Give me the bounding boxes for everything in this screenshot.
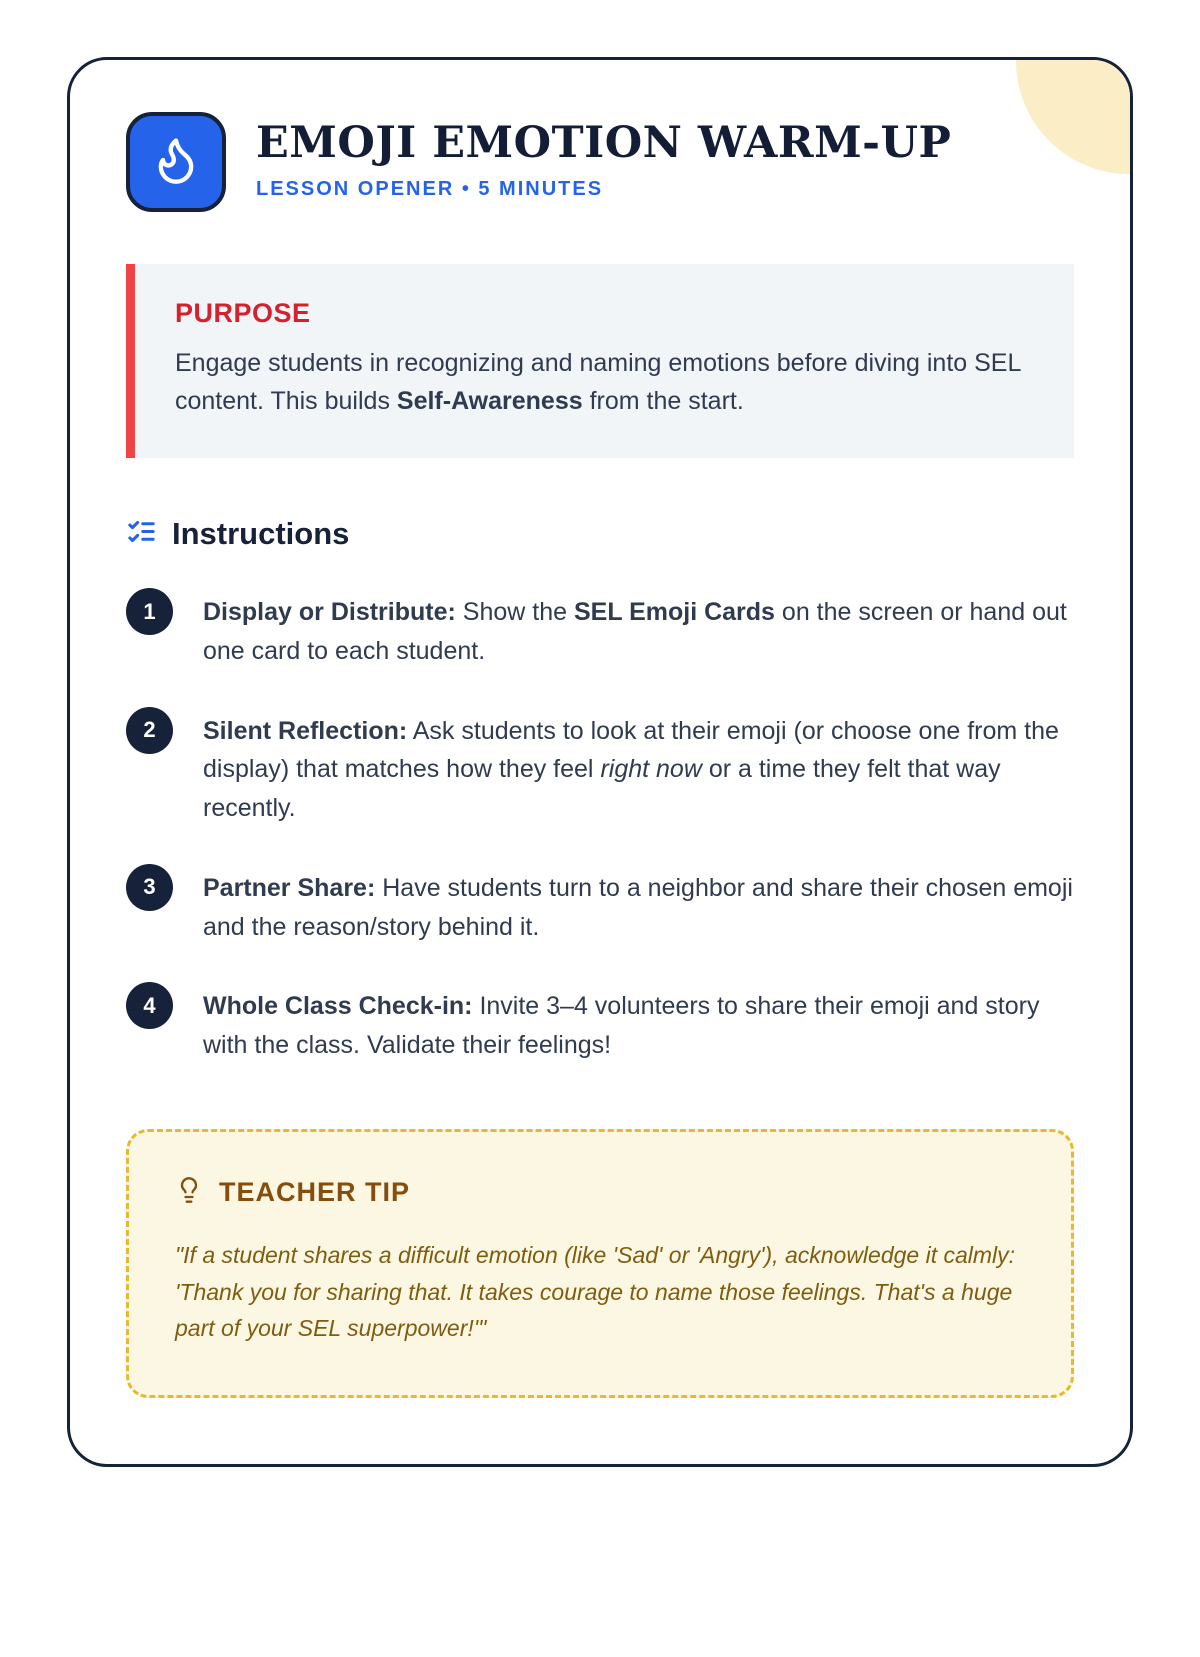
instruction-text: Whole Class Check-in: Invite 3–4 volunteers to share their emoji and story with the class. Validate their feelings! <box>203 992 1040 1059</box>
page <box>0 57 1200 1657</box>
step-number-badge: 3 <box>126 864 173 911</box>
teacher-tip-box <box>126 1129 1074 1398</box>
instruction-item <box>126 588 1074 671</box>
teacher-tip-body: "If a student shares a difficult emotion (like 'Sad' or 'Angry'), acknowledge it calmly: 'Thank you for sharing that. It takes courage to name those feelings. That's a huge part of your SEL superpower!'" <box>175 1241 1016 1342</box>
instruction-text: Partner Share: Have students turn to a neighbor and share their chosen emoji and the reason/story behind it. <box>203 873 1073 941</box>
teacher-tip-heading: TEACHER TIP <box>219 1176 411 1207</box>
header <box>126 112 1074 212</box>
instruction-text: Silent Reflection: Ask students to look at their emoji (or choose one from the display) that matches how they feel right now or a time they felt that way recently. <box>203 716 1059 822</box>
page-subtitle: LESSON OPENER • 5 MINUTES <box>256 178 604 200</box>
instructions-heading: Instructions <box>172 516 350 551</box>
instructions-header <box>126 516 1074 552</box>
instructions-list <box>126 588 1074 1065</box>
instruction-item <box>126 982 1074 1065</box>
step-number-badge: 1 <box>126 588 173 635</box>
checklist-icon <box>126 516 157 552</box>
flame-icon <box>150 134 202 191</box>
purpose-heading: PURPOSE <box>175 298 311 328</box>
header-text <box>256 112 951 201</box>
purpose-body: Engage students in recognizing and naming emotions before diving into SEL content. This builds Self-Awareness from the start. <box>175 349 1021 415</box>
step-number-badge: 2 <box>126 707 173 754</box>
instruction-item <box>126 864 1074 947</box>
lightbulb-icon <box>175 1176 203 1209</box>
instruction-item <box>126 707 1074 828</box>
page-title: EMOJI EMOTION WARM-UP <box>256 118 952 168</box>
teacher-tip-header <box>175 1176 1025 1209</box>
header-icon-box <box>126 112 226 212</box>
instruction-text: Display or Distribute: Show the SEL Emoji Cards on the screen or hand out one card to each student. <box>203 598 1067 665</box>
step-number-badge: 4 <box>126 982 173 1029</box>
lesson-card <box>67 57 1133 1467</box>
purpose-section <box>126 264 1074 458</box>
